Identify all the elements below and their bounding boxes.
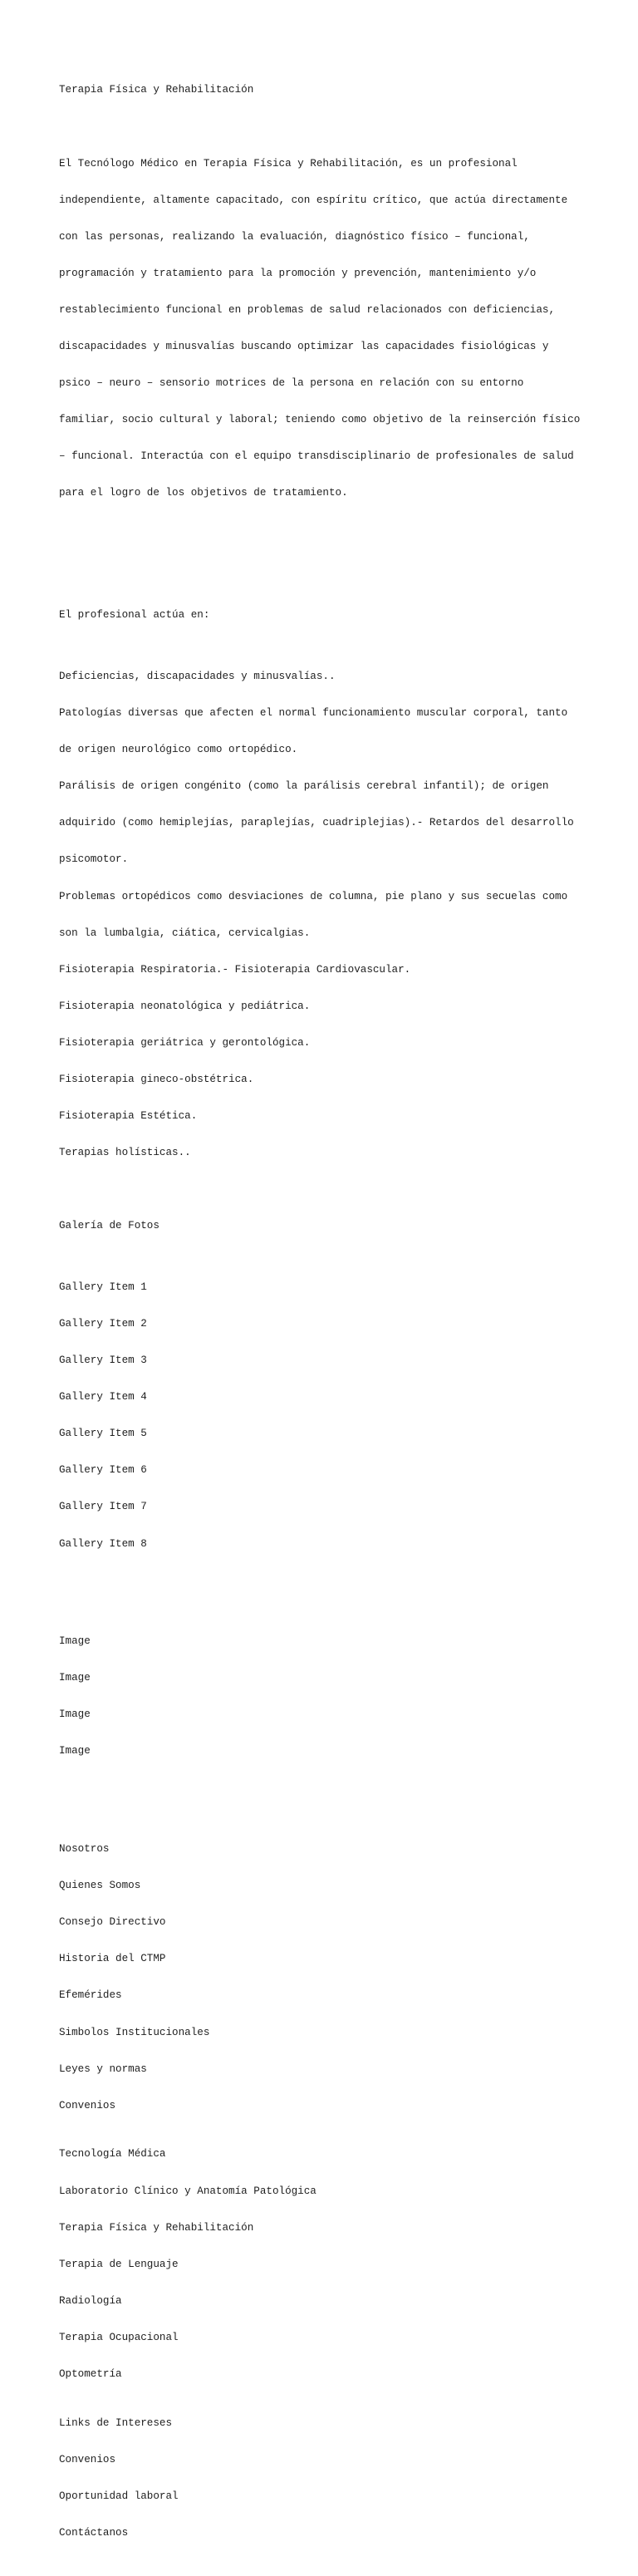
gallery-item[interactable]: Gallery Item 3 [59,1354,147,1367]
gallery-heading: Galería de Fotos [59,1220,160,1232]
image-placeholder: Image [59,1708,91,1721]
list-item: Fisioterapia Respiratoria.- Fisioterapia Cardiovascular. [59,963,411,976]
list-item: Problemas ortopédicos como desviaciones de columna, pie plano y sus secuelas como [59,890,568,902]
gallery-item[interactable]: Gallery Item 2 [59,1317,147,1330]
list-item: Patologías diversas que afecten el normal funcionamiento muscular corporal, tanto [59,707,568,720]
gallery-item[interactable]: Gallery Item 6 [59,1464,147,1477]
intro-line: discapacidades y minusvalías buscando optimizar las capacidades fisiológicas y [59,341,549,353]
gallery-item[interactable]: Gallery Item 4 [59,1391,147,1404]
gallery-item[interactable]: Gallery Item 5 [59,1428,147,1440]
nav-link-quienes-somos[interactable]: Quienes Somos [59,1880,141,1892]
nav-section-tecnologia[interactable]: Tecnología Médica [59,2148,166,2161]
intro-line: con las personas, realizando la evaluación, diagnóstico físico – funcional, [59,230,530,243]
document-body [59,60,591,2576]
nav-link-links-intereses[interactable]: Links de Intereses [59,2416,173,2429]
nav-link-consejo-directivo[interactable]: Consejo Directivo [59,1916,166,1929]
acts-heading: El profesional actúa en: [59,609,210,622]
acts-list [59,646,591,1184]
gallery-item[interactable]: Gallery Item 1 [59,1281,147,1293]
intro-line: familiar, socio cultural y laboral; teniendo como objetivo de la reinserción físico [59,414,581,426]
list-item: adquirido (como hemiplejías, paraplejías, cuadriplejias).- Retardos del desarrollo [59,817,574,829]
intro-line: – funcional. Interactúa con el equipo transdisciplinario de profesionales de salud [59,450,574,463]
list-item: Terapias holísticas.. [59,1147,191,1159]
gallery-list [59,1256,591,1574]
nav-link-convenios-main[interactable]: Convenios [59,2453,116,2465]
image-placeholder: Image [59,1672,91,1684]
list-item: son la lumbalgia, ciática, cervicalgias. [59,927,311,939]
list-item: Fisioterapia neonatológica y pediátrica. [59,1000,311,1012]
list-item: psicomotor. [59,853,129,866]
intro-line: programación y tratamiento para la promoción y prevención, mantenimiento y/o [59,267,537,279]
intro-line: psico – neuro – sensorio motrices de la persona en relación con su entorno [59,377,524,390]
nav-link-terapia-lenguaje[interactable]: Terapia de Lenguaje [59,2258,179,2270]
list-item: Fisioterapia gineco-obstétrica. [59,1073,254,1085]
nav-link-simbolos[interactable]: Simbolos Institucionales [59,2026,210,2038]
gallery-item[interactable]: Gallery Item 8 [59,1537,147,1550]
nav-link-laboratorio[interactable]: Laboratorio Clínico y Anatomía Patológica [59,2185,317,2197]
nav-link-efemerides[interactable]: Efemérides [59,1989,122,2002]
intro-line: El Tecnólogo Médico en Terapia Física y Rehabilitación, es un profesional [59,157,518,170]
list-item: Fisioterapia geriátrica y gerontológica. [59,1036,311,1049]
paragraph-spacer [59,561,591,573]
intro-line: independiente, altamente capacitado, con espíritu crítico, que actúa directamente [59,194,568,206]
nav-link-oportunidad[interactable]: Oportunidad laboral [59,2490,179,2503]
nav-link-contacto[interactable]: Contáctanos [59,2527,129,2539]
nav-link-terapia-ocupacional[interactable]: Terapia Ocupacional [59,2331,179,2343]
nav-section-nosotros[interactable]: Nosotros [59,1843,110,1856]
intro-paragraph [59,133,591,524]
nav-link-radiologia[interactable]: Radiología [59,2294,122,2307]
list-item: Parálisis de origen congénito (como la parálisis cerebral infantil); de origen [59,780,549,793]
image-placeholder: Image [59,1745,91,1757]
intro-line: para el logro de los objetivos de tratamiento. [59,487,348,499]
nav-link-leyes[interactable]: Leyes y normas [59,2062,147,2075]
gallery-item[interactable]: Gallery Item 7 [59,1501,147,1513]
list-item: Fisioterapia Estética. [59,1110,198,1123]
nav-link-convenios[interactable]: Convenios [59,2099,116,2111]
list-item: de origen neurológico como ortopédico. [59,744,298,756]
site-nav [59,1819,591,2564]
image-placeholder: Image [59,1635,91,1648]
nav-link-terapia-fisica[interactable]: Terapia Física y Rehabilitación [59,2221,254,2234]
image-placeholders [59,1611,591,1782]
intro-line: restablecimiento funcional en problemas de salud relacionados con deficiencias, [59,303,556,316]
nav-link-historia[interactable]: Historia del CTMP [59,1953,166,1965]
nav-link-optometria[interactable]: Optometría [59,2368,122,2381]
list-item: Deficiencias, discapacidades y minusvalías.. [59,670,336,682]
page-title: Terapia Física y Rehabilitación [59,84,254,96]
